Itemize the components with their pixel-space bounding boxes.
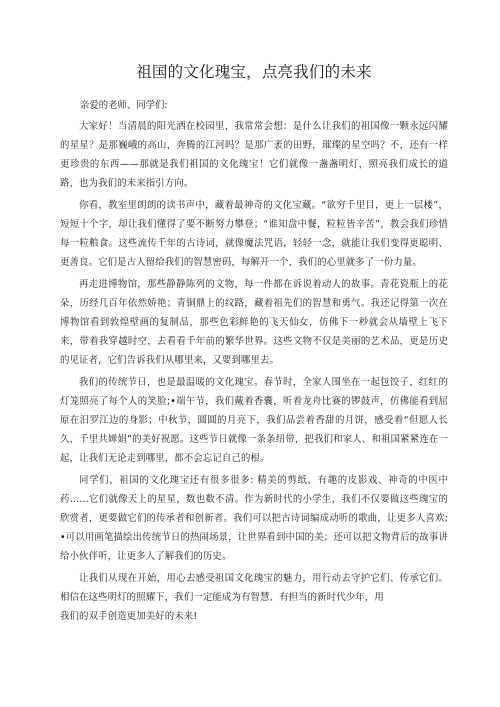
document-title: 祖国的文化瑰宝，点亮我们的未来 [136,63,372,81]
paragraph-greeting: 大家好！当清晨的阳光洒在校园里，我常常会想：是什么让我们的祖国像一颗永远闪耀的星星？是那巍峨的高山，奔腾的江河吗？是那广袤的田野，璀璨的星空吗？不，还有一样更珍贵的东西——那就是我们祖国的文化瑰宝！它们就像一盏盏明灯，照亮我们成长的道路，也为我们的未来指引方向。 [60,121,448,189]
closing-line: 我们的双手创造更加美好的未来! [60,611,198,622]
paragraph-inheritance: 同学们，祖国的文化瑰宝还有很多很多: 精美的剪纸、有趣的皮影戏、神奇的中医中药……它们就像天上的星星，数也数不清。作为新时代的小学生，我们不仅要做这些瑰宝的欣赏者，更要做它们的传承者和创新者。我们可以把古诗词编成动听的歌曲，让更多人喜欢;•可以用画笔描绘出传统节日的热闹场景，让世界看到中国的美；还可以把文物背后的故事讲给小伙伴听，让更多人了解我们的历史。 [60,475,448,562]
paragraph-call-to-action: 让我们从现在开始，用心去感受祖国文化瑰宝的魅力，用行动去守护它们、传承它们。相信在这些明灯的照耀下，我们一定能成为有智慧、有担当的新时代少年，用 [60,573,448,603]
paragraph-museum: 再走进博物馆，那些静静陈列的文物，每一件都在诉说着动人的故事。青花瓷瓶上的花朵，历经几百年依然娇艳；青铜鼎上的纹路，藏着祖先们的智慧和勇气。我还记得第一次在博物馆看到敦煌壁画的复制品，那些色彩鲜艳的飞天仙女，仿佛下一秒就会从墙壁上飞下来，带着我穿越时空，去看看千年前的繁华世界。这些文物不仅是美丽的艺术品，更是历史的见证者，它们告诉我们从哪里来，又要到哪里去。 [60,279,448,366]
salutation: 亲爱的老师、同学们: [80,100,168,111]
paragraph-poetry: 你看，教室里朗朗的读书声中，藏着最神奇的文化宝藏。“欲穷千里目，更上一层楼”，短短十个字，却让我们懂得了要不断努力攀登；“谁知盘中餐，粒粒皆辛苦”，教会我们珍惜每一粒粮食。这些流传千年的古诗词，就像魔法咒语，轻轻一念，就能让我们变得更聪明、更善良。它们是古人留给我们的智慧密码，每解开一个，我们的心里就多了一份力量。 [60,200,448,268]
paragraph-festivals: 我们的传统节日，也是最温暖的文化瑰宝。春节时，全家人围坐在一起包饺子，红红的灯笼照亮了每个人的笑脸;•端午节，我们戴着香囊，听着龙舟比赛的锣鼓声，仿佛能看到屈原在汨罗江边的身影；中秋节，圆圆的月亮下，我们品尝着香甜的月饼，感受着“但愿人长久，千里共婵娟”的美好祝愿。这些节日就像一条条纽带，把我们和家人、和祖国紧紧连在一起，让我们无论走到哪里，都不会忘记自己的根。 [60,377,448,464]
